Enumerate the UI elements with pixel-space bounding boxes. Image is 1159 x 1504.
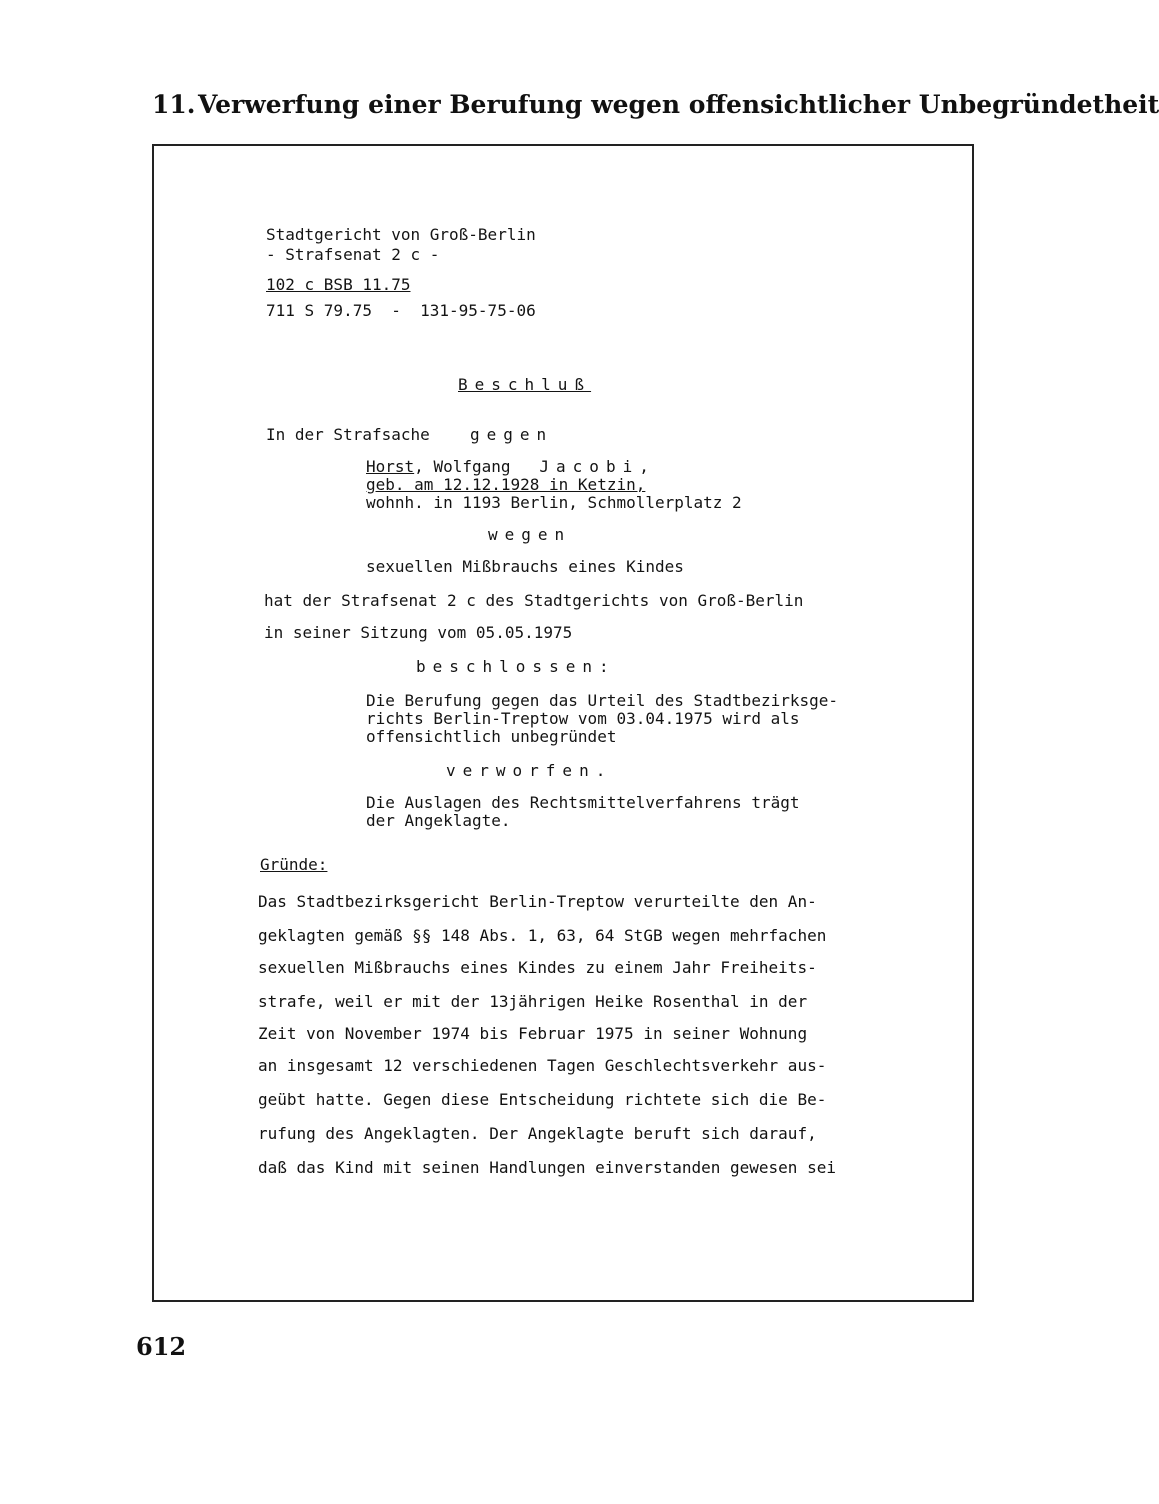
- defendant-birth: geb. am 12.12.1928 in Ketzin,: [366, 475, 646, 494]
- ruling-line-1: Die Berufung gegen das Urteil des Stadtbezirksge-: [366, 691, 839, 710]
- reasons-line: geklagten gemäß §§ 148 Abs. 1, 63, 64 StGB wegen mehrfachen: [258, 926, 827, 945]
- costs-line-1: Die Auslagen des Rechtsmittelverfahrens trägt: [366, 793, 800, 812]
- reasons-line: daß das Kind mit seinen Handlungen einverstanden gewesen sei: [258, 1158, 836, 1177]
- ruling-line-3: offensichtlich unbegründet: [366, 727, 617, 746]
- defendant-name: [366, 458, 649, 476]
- defendant-last-name-suffix: ,: [639, 457, 649, 476]
- page-number: 612: [136, 1332, 187, 1361]
- reasons-line: Zeit von November 1974 bis Februar 1975 in seiner Wohnung: [258, 1024, 808, 1043]
- reasons-line: geübt hatte. Gegen diese Entscheidung richtete sich die Be-: [258, 1090, 827, 1109]
- court-senate: - Strafsenat 2 c -: [266, 245, 440, 264]
- resolved-label: beschlossen:: [416, 657, 616, 676]
- reasons-line: rufung des Angeklagten. Der Angeklagte beruft sich darauf,: [258, 1124, 817, 1143]
- reasons-line: an insgesamt 12 verschiedenen Tagen Geschlechtsverkehr aus-: [258, 1056, 827, 1075]
- reasons-line: strafe, weil er mit der 13jährigen Heike Rosenthal in der: [258, 992, 808, 1011]
- decision-title: Beschluß: [458, 375, 592, 394]
- reasons-line: sexuellen Mißbrauchs eines Kindes zu einem Jahr Freiheits-: [258, 958, 817, 977]
- costs-line-2: der Angeklagte.: [366, 811, 511, 830]
- case-reference-2: 711 S 79.75 - 131-95-75-06: [266, 301, 536, 320]
- court-name: Stadtgericht von Groß-Berlin: [266, 225, 536, 244]
- defendant-last-name: Jacobi: [539, 457, 640, 476]
- court-statement-line-2: in seiner Sitzung vom 05.05.1975: [264, 623, 573, 642]
- defendant-middle-name: , Wolfgang: [414, 457, 511, 476]
- offense: sexuellen Mißbrauchs eines Kindes: [366, 557, 684, 576]
- rejected-label: verworfen.: [446, 761, 613, 780]
- because-of-label: wegen: [488, 525, 572, 544]
- ruling-line-2: richts Berlin-Treptow vom 03.04.1975 wird als: [366, 709, 800, 728]
- section-number: 11.: [152, 90, 196, 119]
- against-label: gegen: [470, 425, 554, 444]
- section-title: Verwerfung einer Berufung wegen offensichtlicher Unbegründetheit: [198, 90, 1159, 119]
- defendant-first-name: Horst: [366, 457, 415, 476]
- reasons-line: Das Stadtbezirksgericht Berlin-Treptow verurteilte den An-: [258, 892, 817, 911]
- case-intro: In der Strafsache: [266, 425, 430, 444]
- case-reference-1: 102 c BSB 11.75: [266, 275, 411, 294]
- section-heading: [152, 88, 1159, 122]
- court-statement-line-1: hat der Strafsenat 2 c des Stadtgerichts von Groß-Berlin: [264, 591, 804, 610]
- reasons-label: Gründe:: [260, 855, 328, 874]
- defendant-address: wohnh. in 1193 Berlin, Schmollerplatz 2: [366, 493, 742, 512]
